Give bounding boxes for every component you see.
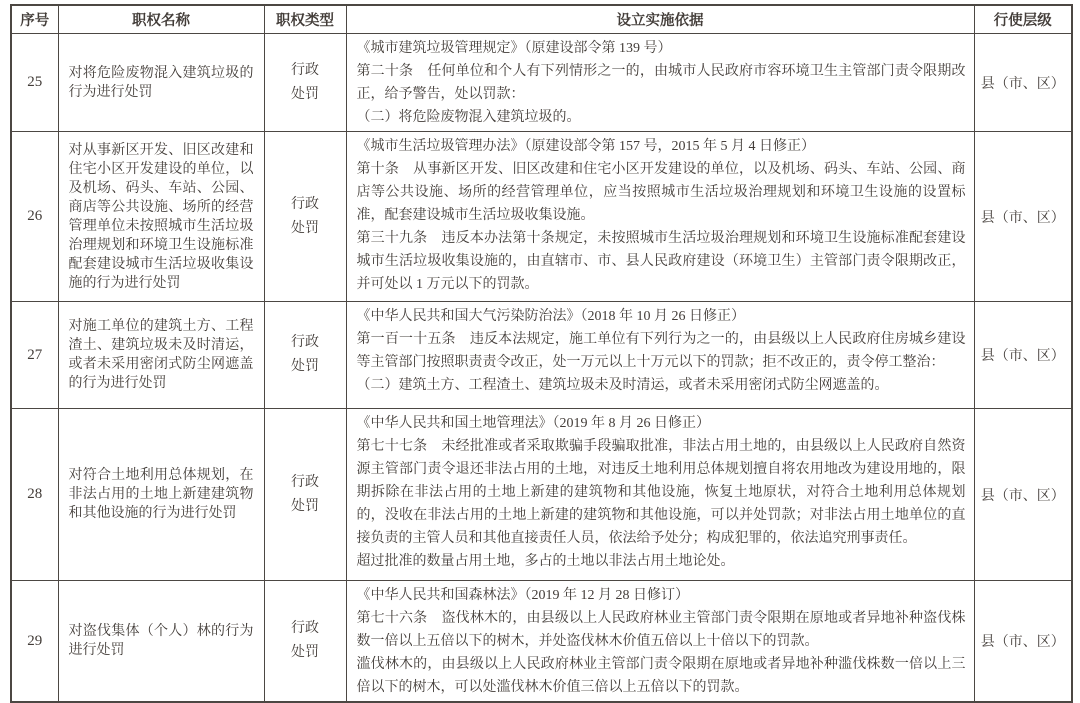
cell-serial-number: 25 <box>11 34 58 132</box>
power-type-label: 行政处罚 <box>291 62 319 102</box>
basis-paragraph: 《中华人民共和国森林法》（2019 年 12 月 28 日修订） <box>356 588 689 603</box>
column-header-legal-basis: 设立实施依据 <box>346 5 974 34</box>
powers-table <box>10 4 1073 703</box>
cell-exercise-level: 县（市、区） <box>974 409 1072 581</box>
cell-serial-number: 26 <box>11 132 58 302</box>
basis-paragraph: 《城市生活垃圾管理办法》（原建设部令第 157 号，2015 年 5 月 4 日修正） <box>356 139 815 154</box>
document-page <box>10 4 1073 703</box>
cell-power-name: 对从事新区开发、旧区改建和住宅小区开发建设的单位，以及机场、码头、车站、公园、商店等公共设施、场所的经营管理单位未按照城市生活垃圾治理规划和环境卫生设施标准配套建设城市生活垃圾收集设施的行为进行处罚 <box>58 132 264 302</box>
cell-power-type <box>264 409 346 581</box>
basis-paragraph: 第三十九条 违反本办法第十条规定，未按照城市生活垃圾治理规划和环境卫生设施标准配套建设城市生活垃圾收集设施的，由直辖市、市、县人民政府建设（环境卫生）主管部门责令限期改正，并可处以 1 万元以下的罚款。 <box>356 231 966 292</box>
basis-paragraph: 《中华人民共和国大气污染防治法》（2018 年 10 月 26 日修正） <box>356 309 745 324</box>
power-type-label: 行政处罚 <box>291 621 319 660</box>
basis-paragraph: 第十条 从事新区开发、旧区改建和住宅小区开发建设的单位，以及机场、码头、车站、公园、商店等公共设施、场所的经营管理单位，应当按照城市生活垃圾治理规划和环境卫生设施的设置标准，配套建设城市生活垃圾收集设施。 <box>356 162 966 223</box>
cell-power-type <box>264 34 346 132</box>
cell-legal-basis <box>346 34 974 132</box>
cell-serial-number: 28 <box>11 409 58 581</box>
cell-serial-number: 29 <box>11 581 58 703</box>
basis-paragraph: 超过批准的数量占用土地，多占的土地以非法占用土地论处。 <box>356 554 735 569</box>
cell-power-name: 对将危险废物混入建筑垃圾的行为进行处罚 <box>58 34 264 132</box>
power-type-label: 行政处罚 <box>291 335 319 374</box>
cell-legal-basis <box>346 302 974 409</box>
header-row <box>11 5 1072 34</box>
table-row <box>11 34 1072 132</box>
cell-power-type <box>264 132 346 302</box>
column-header-power-name: 职权名称 <box>58 5 264 34</box>
table-row <box>11 132 1072 302</box>
basis-paragraph: 《城市建筑垃圾管理规定》（原建设部令第 139 号） <box>356 41 672 56</box>
power-type-label: 行政处罚 <box>291 196 319 236</box>
basis-paragraph: 第七十七条 未经批准或者采取欺骗手段骗取批准，非法占用土地的，由县级以上人民政府自然资源主管部门责令退还非法占用的土地，对违反土地利用总体规划擅自将农用地改为建设用地的，限期拆除在非法占用的土地上新建的建筑物和其他设施，恢复土地原状，对符合土地利用总体规划的，没收在非法占用的土地上新建的建筑物和其他设施，可以并处罚款；对非法占用土地单位的直接负责的主管人员和其他直接责任人员，依法给予处分；构成犯罪的，依法追究刑事责任。 <box>356 439 966 546</box>
basis-paragraph: 第一百一十五条 违反本法规定，施工单位有下列行为之一的，由县级以上人民政府住房城乡建设等主管部门按照职责责令改正，处一万元以上十万元以下的罚款；拒不改正的，责令停工整治： <box>356 332 966 370</box>
cell-power-type <box>264 302 346 409</box>
cell-exercise-level: 县（市、区） <box>974 132 1072 302</box>
cell-legal-basis <box>346 409 974 581</box>
column-header-power-type: 职权类型 <box>264 5 346 34</box>
basis-paragraph: （二）将危险废物混入建筑垃圾的。 <box>356 110 581 125</box>
cell-power-type <box>264 581 346 703</box>
cell-power-name: 对符合土地利用总体规划，在非法占用的土地上新建建筑物和其他设施的行为进行处罚 <box>58 409 264 581</box>
table-row <box>11 302 1072 409</box>
cell-serial-number: 27 <box>11 302 58 409</box>
cell-exercise-level: 县（市、区） <box>974 34 1072 132</box>
basis-paragraph: （二）建筑土方、工程渣土、建筑垃圾未及时清运，或者未采用密闭式防尘网遮盖的。 <box>356 378 889 393</box>
column-header-serial-number: 序号 <box>11 5 58 34</box>
cell-legal-basis <box>346 132 974 302</box>
table-row <box>11 409 1072 581</box>
cell-exercise-level: 县（市、区） <box>974 302 1072 409</box>
power-type-label: 行政处罚 <box>291 474 319 514</box>
cell-power-name: 对盗伐集体（个人）林的行为进行处罚 <box>58 581 264 703</box>
basis-paragraph: 第七十六条 盗伐林木的，由县级以上人民政府林业主管部门责令限期在原地或者异地补种盗伐株数一倍以上五倍以下的树木，并处盗伐林木价值五倍以上十倍以下的罚款。 <box>356 611 966 649</box>
column-header-exercise-level: 行使层级 <box>974 5 1072 34</box>
basis-paragraph: 第二十条 任何单位和个人有下列情形之一的，由城市人民政府市容环境卫生主管部门责令限期改正，给予警告，处以罚款： <box>356 64 966 102</box>
basis-paragraph: 滥伐林木的，由县级以上人民政府林业主管部门责令限期在原地或者异地补种滥伐株数一倍以上三倍以下的树木，可以处滥伐林木价值三倍以上五倍以下的罚款。 <box>356 657 966 695</box>
table-row <box>11 581 1072 703</box>
cell-exercise-level: 县（市、区） <box>974 581 1072 703</box>
cell-legal-basis <box>346 581 974 703</box>
basis-paragraph: 《中华人民共和国土地管理法》（2019 年 8 月 26 日修正） <box>356 416 710 431</box>
cell-power-name: 对施工单位的建筑土方、工程渣土、建筑垃圾未及时清运，或者未采用密闭式防尘网遮盖的行为进行处罚 <box>58 302 264 409</box>
